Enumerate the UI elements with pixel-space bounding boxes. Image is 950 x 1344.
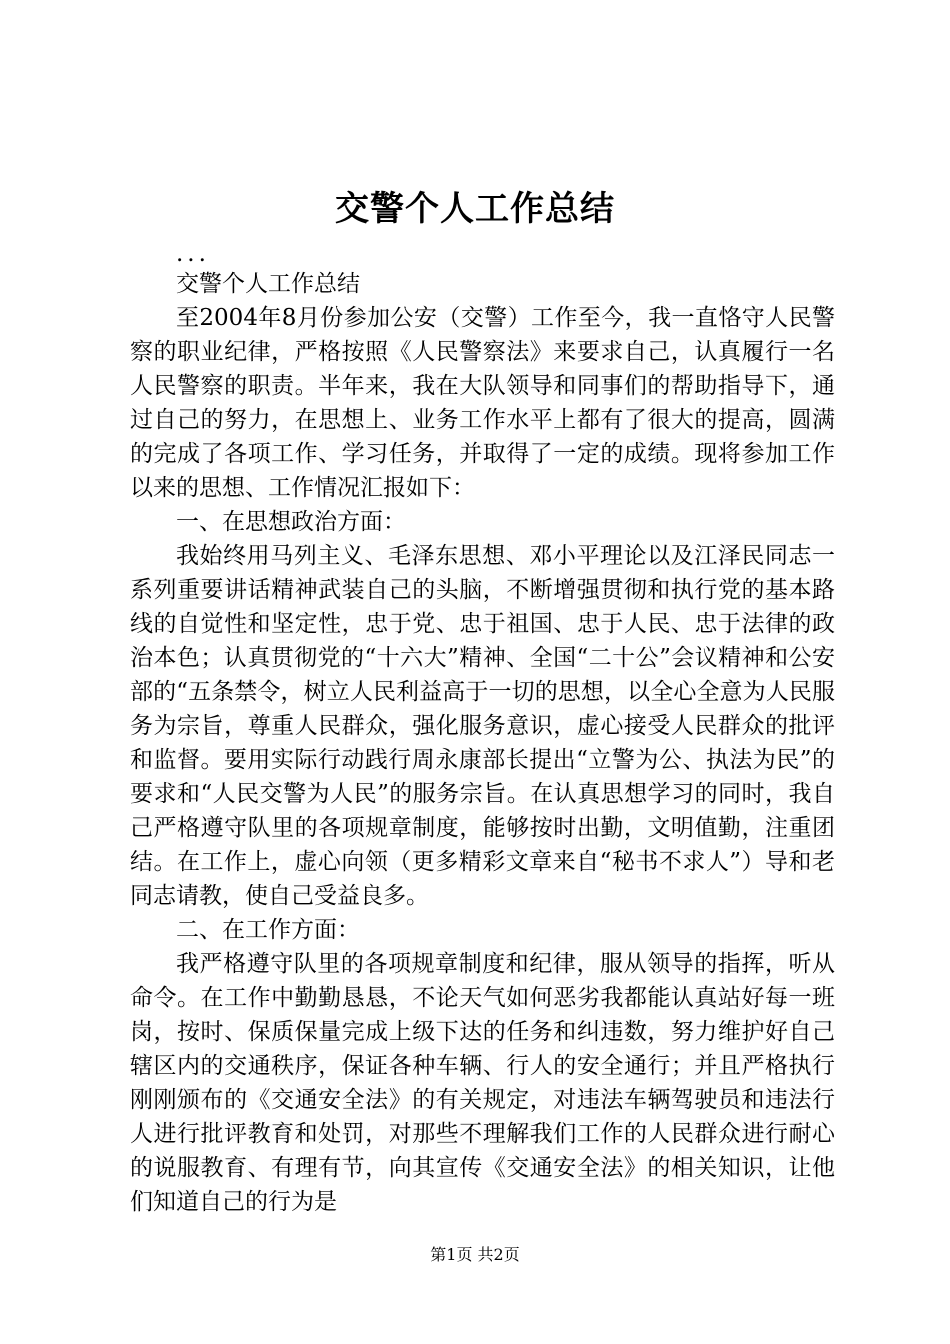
- document-body: [130, 243, 835, 1219]
- document-title: 交警个人工作总结: [335, 189, 615, 229]
- ellipsis-marker: ...: [176, 241, 210, 267]
- politics-paragraph: 我始终用马列主义、毛泽东思想、邓小平理论以及江泽民同志一系列重要讲话精神武装自己的头脑，不断增强贯彻和执行党的基本路线的自觉性和坚定性，忠于党、忠于祖国、忠于人民、忠于法律的政治本色；认真贯彻党的“十六大”精神、全国“二十公”会议精神和公安部的“五条禁令，树立人民利益高于一切的思想，以全心全意为人民服务为宗旨，尊重人民群众，强化服务意识，虚心接受人民群众的批评和监督。要用实际行动践行周永康部长提出“立警为公、执法为民”的要求和“人民交警为人民”的服务宗旨。在认真思想学习的同时，我自己严格遵守队里的各项规章制度，能够按时出勤，文明值勤，注重团结。在工作上，虚心向领（更多精彩文章来自“秘书不求人”）导和老同志请教，使自己受益良多。: [130, 543, 835, 909]
- intro-paragraph: 至2004年8月份参加公安（交警）工作至今，我一直恪守人民警察的职业纪律，严格按照《人民警察法》来要求自己，认真履行一名人民警察的职责。半年来，我在大队领导和同事们的帮助指导下，通过自己的努力，在思想上、业务工作水平上都有了很大的提高，圆满的完成了各项工作、学习任务，并取得了一定的成绩。现将参加工作以来的思想、工作情况汇报如下：: [130, 305, 835, 501]
- work-paragraph: 我严格遵守队里的各项规章制度和纪律，服从领导的指挥，听从命令。在工作中勤勤恳恳，不论天气如何恶劣我都能认真站好每一班岗，按时、保质保量完成上级下达的任务和纠违数，努力维护好自己辖区内的交通秩序，保证各种车辆、行人的安全通行；并且严格执行刚刚颁布的《交通安全法》的有关规定，对违法车辆驾驶员和违法行人进行批评教育和处罚，对那些不理解我们工作的人民群众进行耐心的说服教育、有理有节，向其宣传《交通安全法》的相关知识，让他们知道自己的行为是: [130, 951, 835, 1215]
- section-heading-work: 二、在工作方面：: [176, 917, 360, 943]
- section-heading-politics: 一、在思想政治方面：: [176, 509, 406, 535]
- page-number-footer: 第1页 共2页: [430, 1245, 520, 1264]
- subtitle-paragraph: 交警个人工作总结: [176, 271, 360, 297]
